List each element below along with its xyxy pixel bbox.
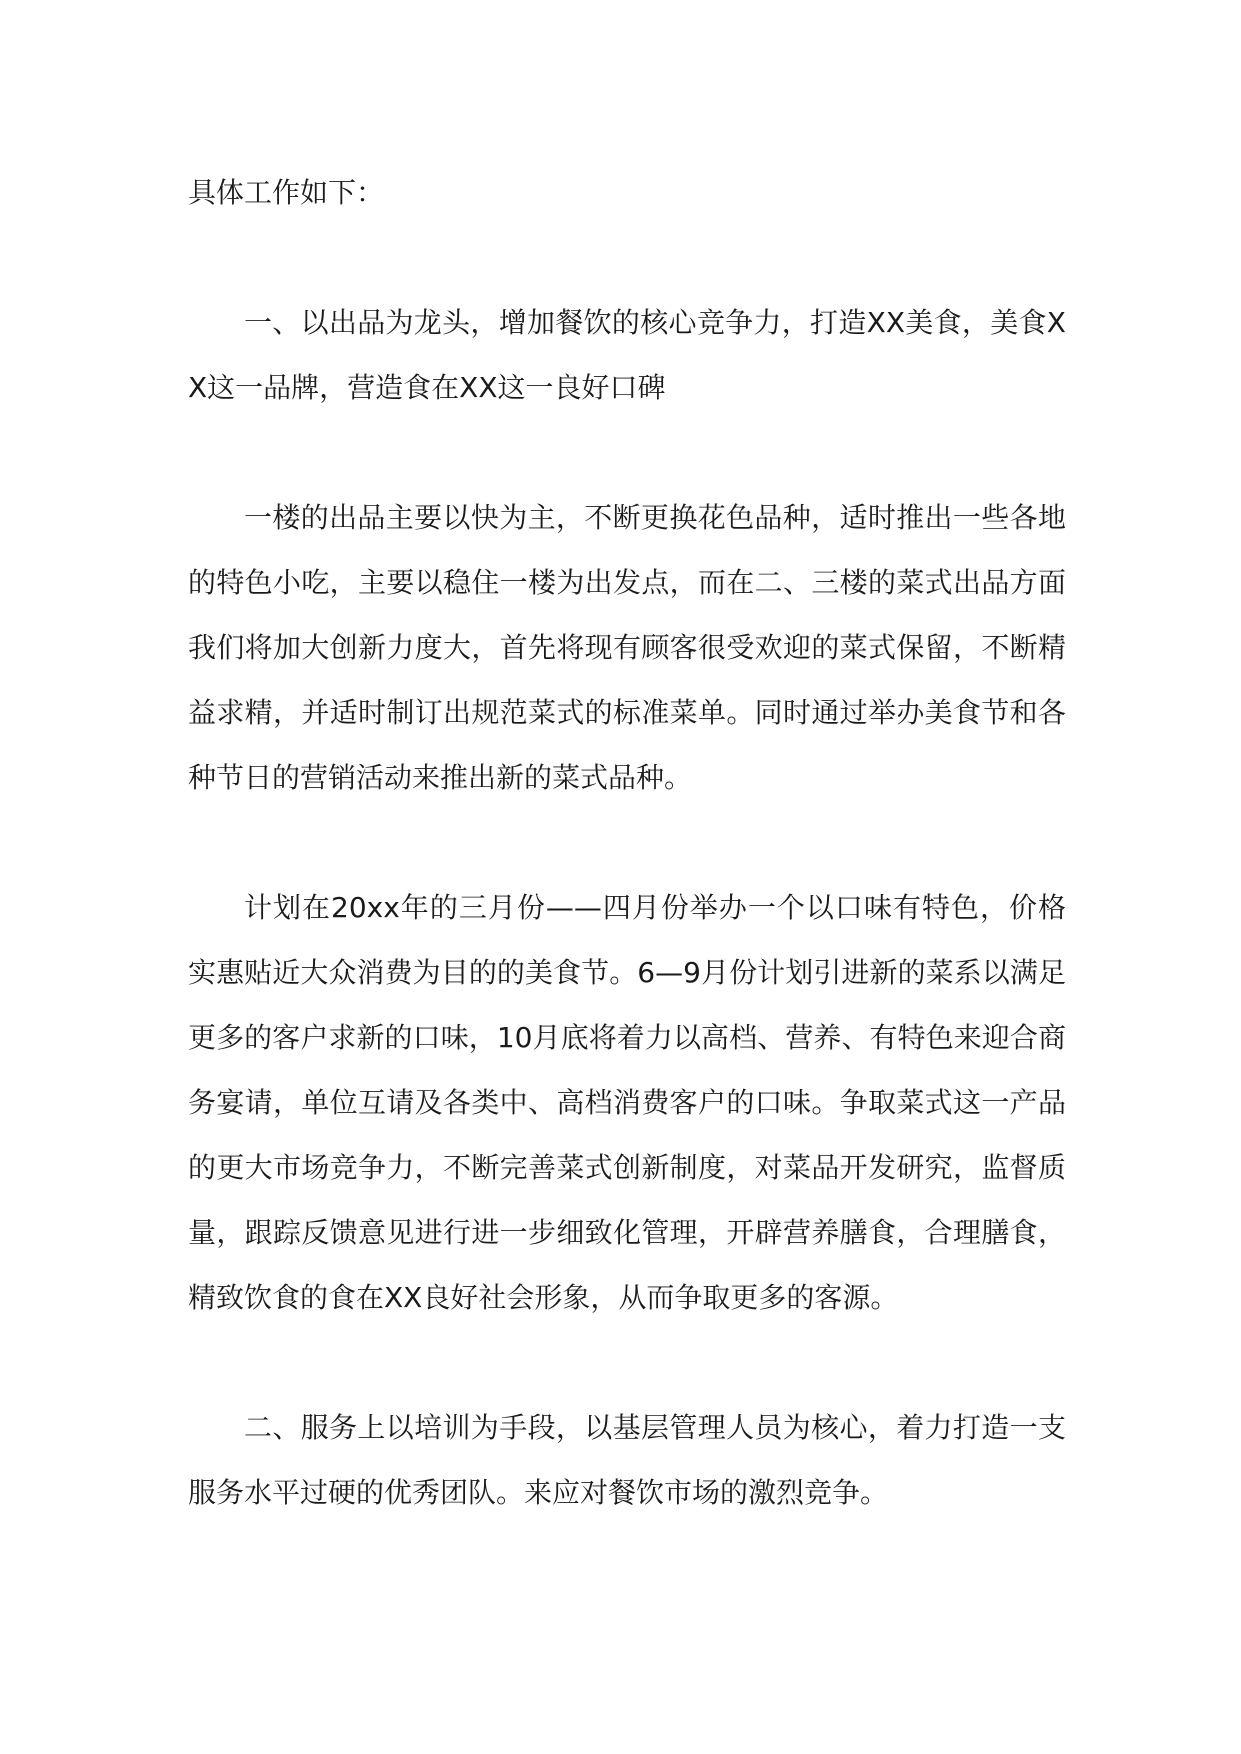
document-body xyxy=(188,160,1066,1525)
section-heading-1: 一、以出品为龙头，增加餐饮的核心竞争力，打造XX美食，美食XX这一品牌，营造食在XX这一良好口碑 xyxy=(188,306,1066,404)
paragraph-spacer xyxy=(188,225,1066,290)
paragraph-1: 一楼的出品主要以快为主，不断更换花色品种，适时推出一些各地的特色小吃，主要以稳住一楼为出发点，而在二、三楼的菜式出品方面我们将加大创新力度大，首先将现有顾客很受欢迎的菜式保留，不断精益求精，并适时制订出规范菜式的标准菜单。同时通过举办美食节和各种节日的营销活动来推出新的菜式品种。 xyxy=(188,501,1066,794)
paragraph-2: 计划在20xx年的三月份——四月份举办一个以口味有特色，价格实惠贴近大众消费为目的的美食节。6—9月份计划引进新的菜系以满足更多的客户求新的口味，10月底将着力以高档、营养、有特色来迎合商务宴请，单位互请及各类中、高档消费客户的口味。争取菜式这一产品的更大市场竞争力，不断完善菜式创新制度，对菜品开发研究，监督质量，跟踪反馈意见进行进一步细致化管理，开辟营养膳食，合理膳食，精致饮食的食在XX良好社会形象，从而争取更多的客源。 xyxy=(188,891,1066,1314)
paragraph-spacer xyxy=(188,420,1066,485)
section-heading-2: 二、服务上以培训为手段，以基层管理人员为核心，着力打造一支服务水平过硬的优秀团队。来应对餐饮市场的激烈竞争。 xyxy=(188,1411,1066,1509)
paragraph-spacer xyxy=(188,810,1066,875)
paragraph-spacer xyxy=(188,1330,1066,1395)
intro-text: 具体工作如下： xyxy=(188,176,385,209)
